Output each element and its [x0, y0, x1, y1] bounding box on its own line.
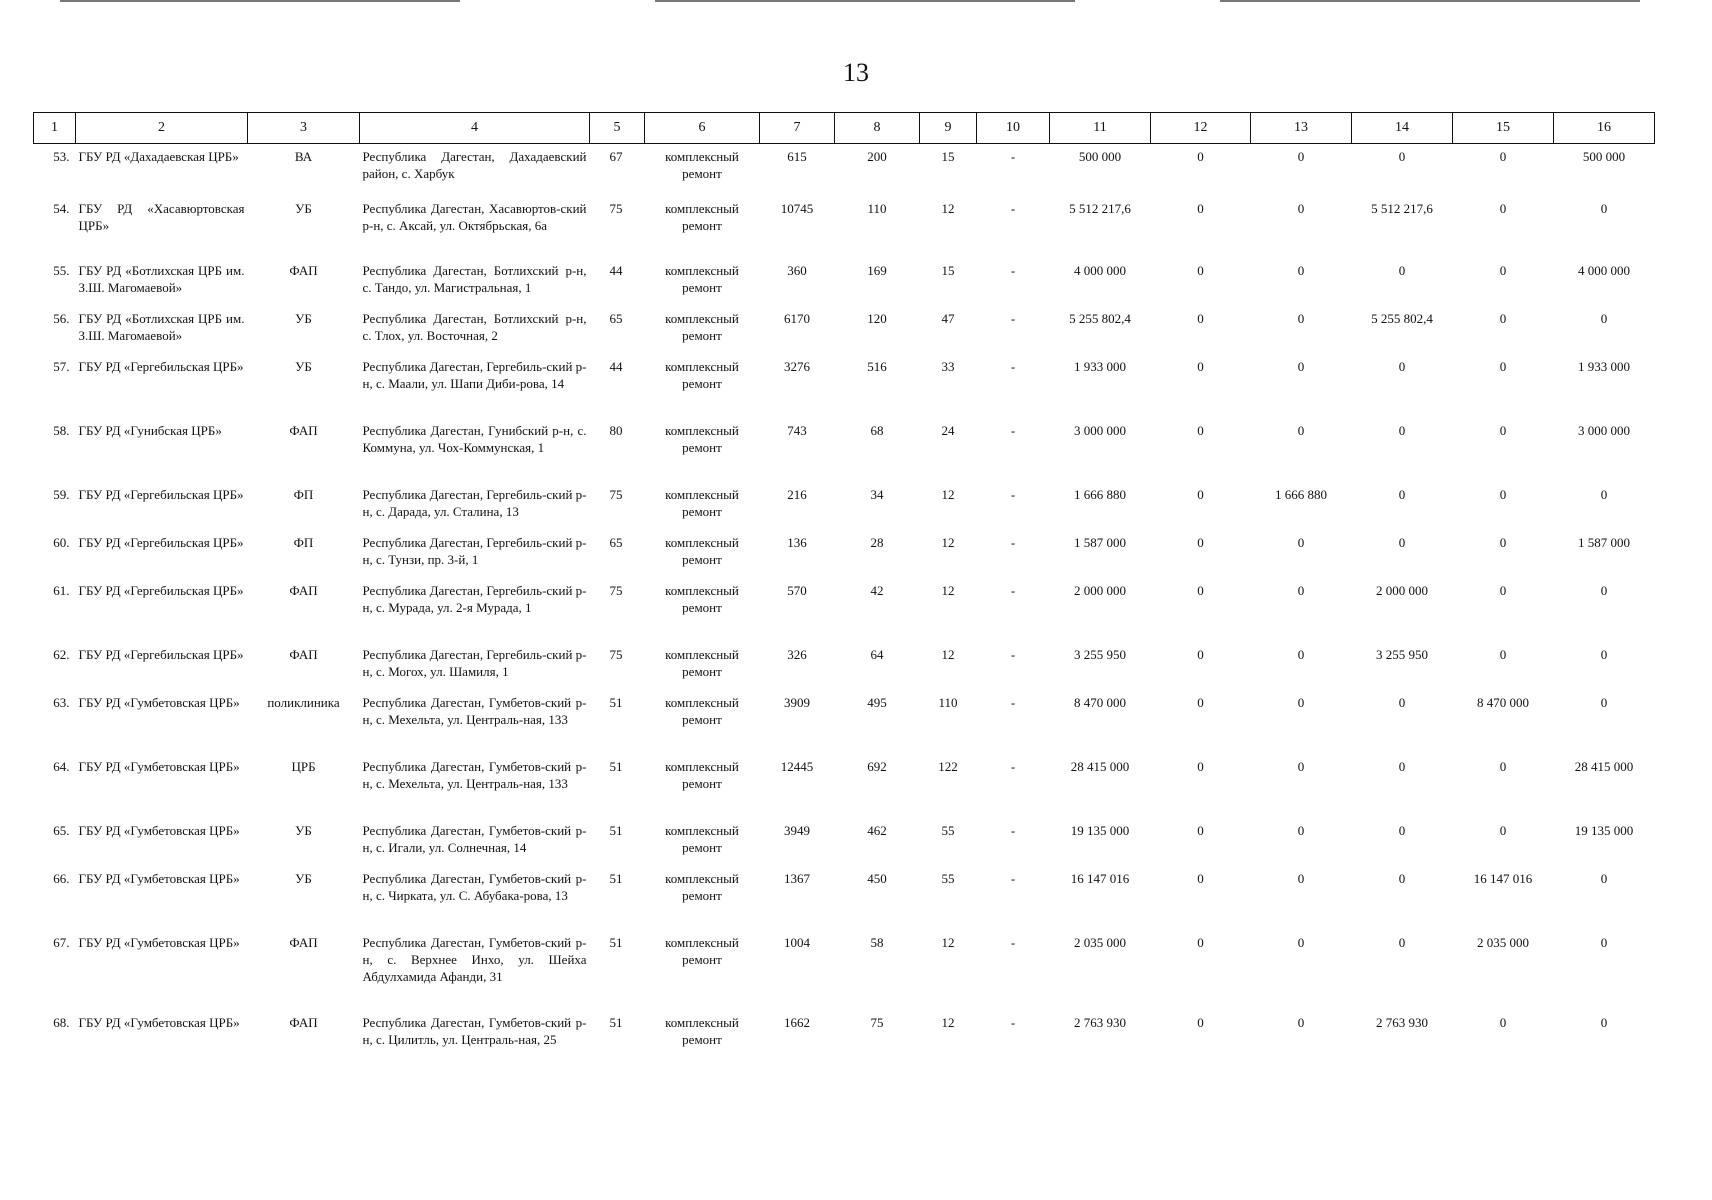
cell-col11: 1 587 000 — [1074, 534, 1126, 550]
cell-col11: 1 933 000 — [1074, 358, 1126, 374]
facility-type: ФП — [293, 486, 314, 502]
cell-col8: 68 — [870, 422, 884, 438]
cell-col8: 75 — [870, 1014, 884, 1030]
cell-col14: 0 — [1398, 694, 1406, 710]
cell-col15: 0 — [1499, 534, 1507, 550]
column-header: 14 — [1352, 113, 1453, 144]
facility-address: Республика Дагестан, Гумбетов-ский р-н, с. Мехельта, ул. Централь-ная, 133 — [362, 694, 587, 727]
cell-col12: 0 — [1197, 758, 1204, 774]
cell-col9: 15 — [941, 262, 955, 278]
cell-col16: 3 000 000 — [1578, 422, 1630, 438]
cell-col15: 0 — [1499, 358, 1507, 374]
cell-col16: 28 415 000 — [1574, 758, 1634, 774]
data-table — [33, 112, 1655, 1070]
facility-type: УБ — [295, 822, 312, 838]
cell-col9: 12 — [941, 934, 955, 950]
cell-col16: 19 135 000 — [1574, 822, 1634, 838]
cell-col9: 110 — [938, 694, 958, 710]
cell-col8: 462 — [867, 822, 887, 838]
facility-address: Республика Дагестан, Гергебиль-ский р-н, с. Дарада, ул. Сталина, 13 — [362, 486, 587, 519]
cell-col14: 5 255 802,4 — [1371, 310, 1433, 326]
cell-col5: 65 — [609, 310, 623, 326]
facility-type: ФАП — [289, 934, 318, 950]
facility-address: Республика Дагестан, Гумбетов-ский р-н, с. Мехельта, ул. Централь-ная, 133 — [362, 758, 587, 791]
column-header: 15 — [1453, 113, 1554, 144]
cell-col8: 450 — [867, 870, 887, 886]
cell-col7: 615 — [787, 149, 807, 164]
row-number: 65. — [53, 822, 70, 838]
facility-address: Республика Дагестан, Гунибский р-н, с. Коммуна, ул. Чох-Коммунская, 1 — [362, 422, 587, 455]
cell-col10: - — [1010, 694, 1016, 710]
column-header: 11 — [1050, 113, 1151, 144]
cell-col10: - — [1010, 822, 1016, 838]
cell-col15: 0 — [1499, 822, 1507, 838]
row-number: 66. — [53, 870, 70, 886]
cell-col9: 47 — [941, 310, 955, 326]
facility-address: Республика Дагестан, Гергебиль-ский р-н, с. Тунзи, пр. 3-й, 1 — [362, 534, 587, 567]
cell-col9: 12 — [941, 486, 955, 502]
cell-col12: 0 — [1197, 870, 1204, 886]
cell-col10: - — [1010, 149, 1016, 164]
cell-col7: 570 — [787, 582, 807, 598]
cell-col14: 0 — [1398, 934, 1406, 950]
table-row — [34, 754, 1655, 818]
cell-col15: 0 — [1499, 200, 1507, 216]
row-number: 58. — [53, 422, 70, 438]
cell-col15: 8 470 000 — [1477, 694, 1529, 710]
cell-col9: 12 — [941, 1014, 955, 1030]
cell-col10: - — [1010, 262, 1016, 278]
facility-address: Республика Дагестан, Ботлихский р-н, с. Тандо, ул. Магистральная, 1 — [362, 262, 587, 295]
cell-col9: 122 — [938, 758, 958, 774]
work-type: комплексный ремонт — [665, 262, 739, 295]
cell-col11: 3 000 000 — [1074, 422, 1126, 438]
cell-col8: 516 — [867, 358, 887, 374]
table-row — [34, 482, 1655, 530]
cell-col12: 0 — [1197, 534, 1204, 550]
cell-col11: 2 000 000 — [1074, 582, 1126, 598]
cell-col12: 0 — [1197, 422, 1204, 438]
cell-col14: 0 — [1398, 422, 1406, 438]
row-number: 63. — [53, 694, 70, 710]
work-type: комплексный ремонт — [665, 646, 739, 679]
cell-col11: 16 147 016 — [1070, 870, 1130, 886]
cell-col13: 0 — [1297, 310, 1305, 326]
page-number: 13 — [843, 58, 869, 87]
cell-col14: 0 — [1398, 262, 1406, 278]
work-type: комплексный ремонт — [665, 1014, 739, 1047]
work-type: комплексный ремонт — [665, 200, 739, 233]
cell-col9: 12 — [941, 200, 955, 216]
facility-type: ФАП — [289, 422, 318, 438]
cell-col7: 216 — [787, 486, 807, 502]
column-header: 10 — [977, 113, 1050, 144]
cell-col11: 2 035 000 — [1074, 934, 1126, 950]
cell-col16: 0 — [1600, 310, 1608, 326]
cell-col10: - — [1010, 934, 1016, 950]
column-header: 12 — [1151, 113, 1251, 144]
cell-col14: 0 — [1398, 822, 1406, 838]
cell-col12: 0 — [1197, 358, 1204, 374]
cell-col16: 0 — [1600, 486, 1608, 502]
table-row — [34, 930, 1655, 1010]
work-type: комплексный ремонт — [665, 310, 739, 343]
cell-col7: 1004 — [784, 934, 810, 950]
facility-type: ФП — [293, 534, 314, 550]
institution-name: ГБУ РД «Гунибская ЦРБ» — [78, 422, 222, 438]
facility-address: Республика Дагестан, Гумбетов-ский р-н, с. Чирката, ул. С. Абубака-рова, 13 — [362, 870, 587, 903]
table-body — [34, 144, 1655, 1070]
facility-address: Республика Дагестан, Ботлихский р-н, с. Тлох, ул. Восточная, 2 — [362, 310, 587, 343]
row-number: 68. — [53, 1014, 70, 1030]
institution-name: ГБУ РД «Гергебильская ЦРБ» — [78, 358, 244, 374]
cell-col16: 1 587 000 — [1578, 534, 1630, 550]
work-type: комплексный ремонт — [665, 486, 739, 519]
cell-col9: 12 — [941, 582, 955, 598]
cell-col12: 0 — [1197, 1014, 1204, 1030]
cell-col12: 0 — [1197, 149, 1204, 164]
column-header: 9 — [920, 113, 977, 144]
facility-address: Республика Дагестан, Гергебиль-ский р-н, с. Могох, ул. Шамиля, 1 — [362, 646, 587, 679]
cell-col13: 1 666 880 — [1275, 486, 1327, 502]
cell-col14: 0 — [1398, 534, 1406, 550]
work-type: комплексный ремонт — [665, 694, 739, 727]
cell-col11: 8 470 000 — [1074, 694, 1126, 710]
cell-col9: 15 — [941, 149, 955, 164]
cell-col15: 0 — [1499, 310, 1507, 326]
cell-col16: 0 — [1600, 1014, 1608, 1030]
cell-col7: 3276 — [784, 358, 810, 374]
cell-col7: 3949 — [784, 822, 810, 838]
column-header: 2 — [76, 113, 248, 144]
cell-col8: 169 — [867, 262, 887, 278]
facility-type: УБ — [295, 310, 312, 326]
cell-col11: 5 512 217,6 — [1069, 200, 1131, 216]
cell-col15: 0 — [1499, 149, 1507, 164]
work-type: комплексный ремонт — [665, 582, 739, 615]
cell-col8: 495 — [867, 694, 887, 710]
cell-col8: 200 — [867, 149, 887, 164]
cell-col10: - — [1010, 358, 1016, 374]
cell-col13: 0 — [1297, 1014, 1305, 1030]
cell-col5: 44 — [609, 358, 623, 374]
facility-type: УБ — [295, 870, 312, 886]
cell-col12: 0 — [1197, 646, 1204, 662]
cell-col11: 28 415 000 — [1070, 758, 1130, 774]
cell-col8: 692 — [867, 758, 887, 774]
cell-col13: 0 — [1297, 200, 1305, 216]
cell-col8: 110 — [867, 200, 887, 216]
cell-col16: 0 — [1600, 870, 1608, 886]
row-number: 56. — [53, 310, 70, 326]
cell-col5: 67 — [609, 149, 623, 164]
cell-col5: 75 — [609, 582, 623, 598]
row-number: 67. — [53, 934, 70, 950]
cell-col13: 0 — [1297, 934, 1305, 950]
cell-col12: 0 — [1197, 694, 1204, 710]
facility-address: Республика Дагестан, Хасавюртов-ский р-н, с. Аксай, ул. Октябрьская, 6а — [362, 200, 587, 233]
cell-col14: 2 000 000 — [1376, 582, 1428, 598]
facility-type: ФАП — [289, 582, 318, 598]
cell-col5: 51 — [609, 870, 623, 886]
table-row — [34, 530, 1655, 578]
row-number: 59. — [53, 486, 70, 502]
cell-col11: 4 000 000 — [1074, 262, 1126, 278]
institution-name: ГБУ РД «Гумбетовская ЦРБ» — [78, 758, 240, 774]
cell-col8: 28 — [870, 534, 884, 550]
cell-col16: 0 — [1600, 694, 1608, 710]
column-header: 6 — [645, 113, 760, 144]
institution-name: ГБУ РД «Гергебильская ЦРБ» — [78, 646, 244, 662]
cell-col5: 51 — [609, 822, 623, 838]
cell-col7: 1367 — [784, 870, 810, 886]
cell-col9: 12 — [941, 534, 955, 550]
cell-col10: - — [1010, 582, 1016, 598]
table-row — [34, 354, 1655, 418]
facility-address: Республика Дагестан, Гумбетов-ский р-н, с. Верхнее Инхо, ул. Шейха Абдулхамида Афанди, 31 — [362, 934, 587, 984]
cell-col7: 326 — [787, 646, 807, 662]
cell-col13: 0 — [1297, 870, 1305, 886]
cell-col10: - — [1010, 310, 1016, 326]
facility-type: ЦРБ — [291, 758, 316, 774]
cell-col14: 3 255 950 — [1376, 646, 1428, 662]
work-type: комплексный ремонт — [665, 149, 739, 181]
institution-name: ГБУ РД «Ботлихская ЦРБ им. З.Ш. Магомаевой» — [78, 262, 245, 295]
column-header: 5 — [590, 113, 645, 144]
institution-name: ГБУ РД «Гергебильская ЦРБ» — [78, 486, 244, 502]
cell-col5: 51 — [609, 758, 623, 774]
column-header: 13 — [1251, 113, 1352, 144]
cell-col9: 12 — [941, 646, 955, 662]
column-header: 3 — [248, 113, 360, 144]
cell-col10: - — [1010, 534, 1016, 550]
cell-col10: - — [1010, 486, 1016, 502]
cell-col10: - — [1010, 646, 1016, 662]
facility-address: Республика Дагестан, Гергебиль-ский р-н, с. Мурада, ул. 2-я Мурада, 1 — [362, 582, 587, 615]
cell-col7: 743 — [787, 422, 807, 438]
cell-col15: 0 — [1499, 582, 1507, 598]
row-number: 57. — [53, 358, 70, 374]
cell-col14: 0 — [1398, 149, 1406, 164]
column-header: 4 — [360, 113, 590, 144]
facility-type: УБ — [295, 200, 312, 216]
scan-edge-line — [60, 0, 460, 2]
cell-col11: 1 666 880 — [1074, 486, 1126, 502]
column-header: 8 — [835, 113, 920, 144]
cell-col7: 12445 — [780, 758, 814, 774]
cell-col15: 2 035 000 — [1477, 934, 1529, 950]
cell-col13: 0 — [1297, 646, 1305, 662]
column-header: 16 — [1554, 113, 1655, 144]
cell-col7: 136 — [787, 534, 807, 550]
row-number: 54. — [53, 200, 70, 216]
cell-col16: 0 — [1600, 934, 1608, 950]
cell-col5: 51 — [609, 1014, 623, 1030]
cell-col14: 0 — [1398, 758, 1406, 774]
cell-col14: 0 — [1398, 486, 1406, 502]
cell-col5: 44 — [609, 262, 623, 278]
cell-col14: 0 — [1398, 358, 1406, 374]
table-row — [34, 866, 1655, 930]
cell-col11: 500 000 — [1078, 149, 1122, 164]
row-number: 60. — [53, 534, 70, 550]
row-number: 61. — [53, 582, 70, 598]
column-header: 1 — [34, 113, 76, 144]
cell-col16: 4 000 000 — [1578, 262, 1630, 278]
institution-name: ГБУ РД «Гергебильская ЦРБ» — [78, 534, 244, 550]
cell-col14: 5 512 217,6 — [1371, 200, 1433, 216]
cell-col13: 0 — [1297, 822, 1305, 838]
cell-col14: 0 — [1398, 870, 1406, 886]
cell-col14: 2 763 930 — [1376, 1014, 1428, 1030]
cell-col12: 0 — [1197, 262, 1204, 278]
facility-address: Республика Дагестан, Гумбетов-ский р-н, с. Игали, ул. Солнечная, 14 — [362, 822, 587, 855]
cell-col13: 0 — [1297, 694, 1305, 710]
cell-col16: 0 — [1600, 200, 1608, 216]
cell-col7: 10745 — [780, 200, 814, 216]
institution-name: ГБУ РД «Гумбетовская ЦРБ» — [78, 934, 240, 950]
cell-col5: 75 — [609, 646, 623, 662]
cell-col13: 0 — [1297, 534, 1305, 550]
cell-col11: 5 255 802,4 — [1069, 310, 1131, 326]
cell-col16: 0 — [1600, 646, 1608, 662]
table-row — [34, 144, 1655, 196]
cell-col11: 3 255 950 — [1074, 646, 1126, 662]
facility-type: ВА — [294, 149, 313, 164]
work-type: комплексный ремонт — [665, 758, 739, 791]
facility-address: Республика Дагестан, Дахадаевский район, с. Харбук — [362, 149, 587, 181]
cell-col11: 2 763 930 — [1074, 1014, 1126, 1030]
row-number: 53. — [53, 149, 70, 164]
cell-col9: 33 — [941, 358, 955, 374]
row-number: 62. — [53, 646, 70, 662]
cell-col9: 55 — [941, 870, 955, 886]
institution-name: ГБУ РД «Дахадаевская ЦРБ» — [78, 149, 239, 164]
institution-name: ГБУ РД «Гумбетовская ЦРБ» — [78, 870, 240, 886]
facility-type: УБ — [295, 358, 312, 374]
cell-col15: 0 — [1499, 1014, 1507, 1030]
facility-address: Республика Дагестан, Гергебиль-ский р-н, с. Маали, ул. Шапи Диби-рова, 14 — [362, 358, 587, 391]
table-row — [34, 1010, 1655, 1070]
cell-col9: 24 — [941, 422, 955, 438]
cell-col5: 75 — [609, 200, 623, 216]
institution-name: ГБУ РД «Гергебильская ЦРБ» — [78, 582, 244, 598]
cell-col12: 0 — [1197, 822, 1204, 838]
table-row — [34, 196, 1655, 258]
cell-col15: 0 — [1499, 646, 1507, 662]
work-type: комплексный ремонт — [665, 358, 739, 391]
cell-col7: 6170 — [784, 310, 810, 326]
institution-name: ГБУ РД «Гумбетовская ЦРБ» — [78, 1014, 240, 1030]
cell-col15: 0 — [1499, 262, 1507, 278]
work-type: комплексный ремонт — [665, 422, 739, 455]
cell-col9: 55 — [941, 822, 955, 838]
facility-type: ФАП — [289, 1014, 318, 1030]
cell-col11: 19 135 000 — [1070, 822, 1130, 838]
work-type: комплексный ремонт — [665, 534, 739, 567]
cell-col15: 0 — [1499, 486, 1507, 502]
cell-col7: 1662 — [784, 1014, 810, 1030]
table-row — [34, 258, 1655, 306]
cell-col15: 0 — [1499, 758, 1507, 774]
cell-col5: 80 — [609, 422, 623, 438]
header-row — [34, 113, 1655, 144]
facility-type: поликлиника — [267, 694, 340, 710]
cell-col10: - — [1010, 1014, 1016, 1030]
cell-col12: 0 — [1197, 310, 1204, 326]
cell-col8: 120 — [867, 310, 887, 326]
institution-name: ГБУ РД «Хасавюртовская ЦРБ» — [78, 200, 245, 233]
cell-col13: 0 — [1297, 422, 1305, 438]
cell-col16: 0 — [1600, 582, 1608, 598]
facility-address: Республика Дагестан, Гумбетов-ский р-н, с. Цилитль, ул. Централь-ная, 25 — [362, 1014, 587, 1047]
work-type: комплексный ремонт — [665, 822, 739, 855]
cell-col10: - — [1010, 758, 1016, 774]
cell-col10: - — [1010, 422, 1016, 438]
table-row — [34, 690, 1655, 754]
facility-type: ФАП — [289, 646, 318, 662]
cell-col7: 3909 — [784, 694, 810, 710]
cell-col5: 65 — [609, 534, 623, 550]
cell-col13: 0 — [1297, 358, 1305, 374]
cell-col13: 0 — [1297, 149, 1305, 164]
table-row — [34, 642, 1655, 690]
cell-col16: 500 000 — [1582, 149, 1626, 164]
cell-col5: 51 — [609, 934, 623, 950]
cell-col15: 16 147 016 — [1473, 870, 1533, 886]
cell-col8: 34 — [870, 486, 884, 502]
scan-edge-line — [655, 0, 1075, 2]
column-header: 7 — [760, 113, 835, 144]
scan-edge-line — [1220, 0, 1640, 2]
cell-col10: - — [1010, 870, 1016, 886]
cell-col12: 0 — [1197, 934, 1204, 950]
cell-col5: 75 — [609, 486, 623, 502]
cell-col8: 64 — [870, 646, 884, 662]
cell-col13: 0 — [1297, 758, 1305, 774]
cell-col12: 0 — [1197, 582, 1204, 598]
cell-col15: 0 — [1499, 422, 1507, 438]
table-row — [34, 818, 1655, 866]
work-type: комплексный ремонт — [665, 870, 739, 903]
cell-col13: 0 — [1297, 262, 1305, 278]
row-number: 55. — [53, 262, 70, 278]
row-number: 64. — [53, 758, 70, 774]
cell-col8: 58 — [870, 934, 884, 950]
facility-type: ФАП — [289, 262, 318, 278]
cell-col7: 360 — [787, 262, 807, 278]
cell-col10: - — [1010, 200, 1016, 216]
work-type: комплексный ремонт — [665, 934, 739, 967]
institution-name: ГБУ РД «Ботлихская ЦРБ им. З.Ш. Магомаевой» — [78, 310, 245, 343]
cell-col13: 0 — [1297, 582, 1305, 598]
table-row — [34, 306, 1655, 354]
institution-name: ГБУ РД «Гумбетовская ЦРБ» — [78, 822, 240, 838]
cell-col5: 51 — [609, 694, 623, 710]
table-row — [34, 418, 1655, 482]
cell-col12: 0 — [1197, 486, 1204, 502]
cell-col12: 0 — [1197, 200, 1204, 216]
cell-col16: 1 933 000 — [1578, 358, 1630, 374]
institution-name: ГБУ РД «Гумбетовская ЦРБ» — [78, 694, 240, 710]
cell-col8: 42 — [870, 582, 884, 598]
table-row — [34, 578, 1655, 642]
